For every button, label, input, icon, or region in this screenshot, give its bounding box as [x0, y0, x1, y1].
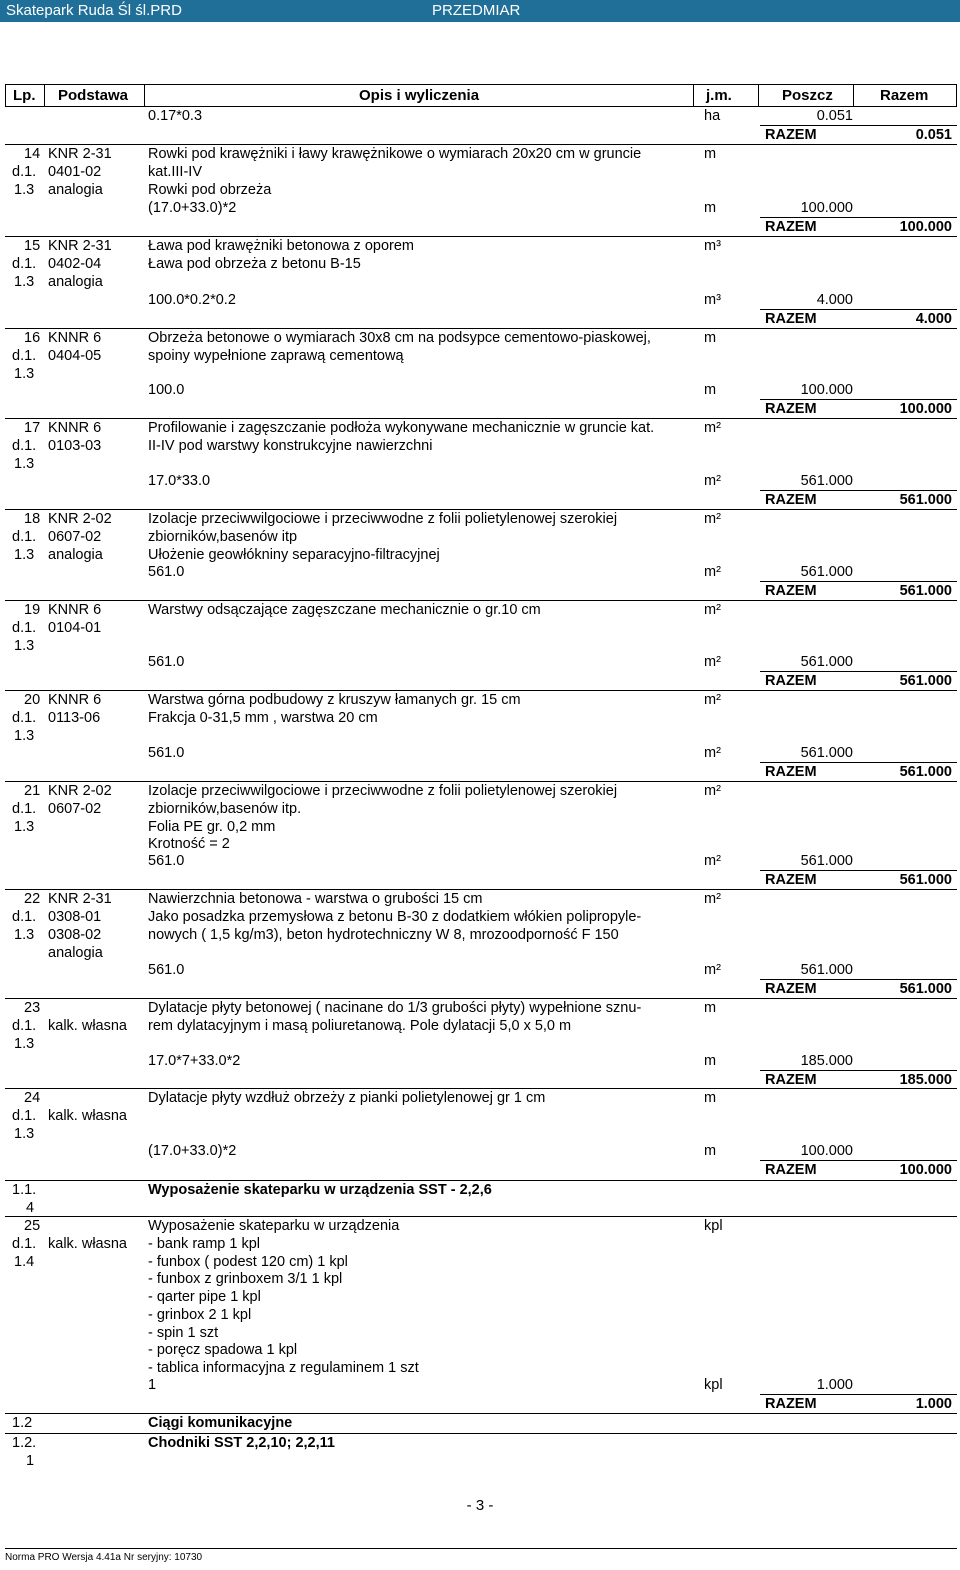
text-line: d.1. — [12, 438, 37, 454]
text-line: analogia — [48, 274, 103, 290]
col-poszcz: Poszcz — [782, 87, 833, 104]
text-line: 1.2 — [12, 1415, 33, 1431]
text-line: d.1. — [12, 256, 37, 272]
text-line: 1 — [26, 1453, 35, 1469]
text-line: 22 — [24, 891, 41, 907]
text-line: d.1. — [12, 1018, 37, 1034]
subtotal-underline — [760, 1070, 957, 1071]
text-line: 1.3 — [14, 1036, 35, 1052]
text-line: 23 — [24, 1000, 41, 1016]
text-line: RAZEM — [765, 981, 817, 997]
text-line: 21 — [24, 783, 41, 799]
text-line: RAZEM — [765, 492, 817, 508]
subtotal-underline — [760, 762, 957, 763]
subtotal-underline — [760, 125, 957, 126]
text-line: 0104-01 — [48, 620, 102, 636]
text-line: Folia PE gr. 0,2 mm — [148, 819, 276, 835]
text-line: 20 — [24, 692, 41, 708]
row-separator — [5, 1413, 957, 1414]
text-line: kpl — [704, 1377, 723, 1393]
text-line: 561.0 — [148, 654, 185, 670]
text-line: m² — [704, 962, 721, 978]
text-line: 561.000 — [800, 853, 853, 869]
text-line: m² — [704, 602, 721, 618]
text-line: II-IV pod warstwy konstrukcyjne nawierzchni — [148, 438, 433, 454]
text-line: 4.000 — [816, 292, 853, 308]
page-number: - 3 - — [466, 1497, 494, 1514]
text-line: kalk. własna — [48, 1018, 127, 1034]
text-line: spoiny wypełnione zaprawą cementową — [148, 348, 404, 364]
row-separator — [5, 1180, 957, 1181]
text-line: 1.3 — [14, 366, 35, 382]
text-line: 561.000 — [899, 492, 952, 508]
text-line: 561.000 — [899, 764, 952, 780]
text-line: - poręcz spadowa 1 kpl — [148, 1342, 298, 1358]
text-line: 0308-02 — [48, 927, 102, 943]
text-line: m — [704, 330, 717, 346]
text-line: 1 — [148, 1377, 157, 1393]
text-line: 100.0*0.2*0.2 — [148, 292, 236, 308]
text-line: Warstwy odsączające zagęszczane mechanicznie o gr.10 cm — [148, 602, 541, 618]
subtotal-underline — [760, 1394, 957, 1395]
column-divider — [44, 84, 45, 107]
text-line: m² — [704, 745, 721, 761]
text-line: m³ — [704, 292, 721, 308]
text-line: KNNR 6 — [48, 692, 102, 708]
text-line: 100.000 — [800, 200, 853, 216]
text-line: m² — [704, 891, 721, 907]
text-line: d.1. — [12, 348, 37, 364]
text-line: 561.000 — [899, 673, 952, 689]
text-line: - funbox z grinboxem 3/1 1 kpl — [148, 1271, 343, 1287]
text-line: m — [704, 1053, 717, 1069]
text-line: 15 — [24, 238, 41, 254]
text-line: 0.051 — [915, 127, 952, 143]
text-line: 1.2. — [12, 1435, 37, 1451]
text-line: Izolacje przeciwwilgociowe i przeciwwodne z folii polietylenowej szerokiej — [148, 783, 618, 799]
text-line: 0308-01 — [48, 909, 102, 925]
row-separator — [5, 509, 957, 510]
column-divider — [693, 84, 694, 107]
text-line: 561.0 — [148, 564, 185, 580]
text-line: 17 — [24, 420, 41, 436]
text-line: 0113-06 — [48, 710, 101, 726]
column-divider — [144, 84, 145, 107]
text-line: 1.1. — [12, 1182, 37, 1198]
text-line: Wyposażenie skateparku w urządzenia SST - 2,2,6 — [148, 1182, 492, 1198]
text-line: Rowki pod krawężniki i ławy krawężnikowe o wymiarach 20x20 cm w gruncie — [148, 146, 642, 162]
text-line: KNR 2-02 — [48, 783, 112, 799]
text-line: RAZEM — [765, 127, 817, 143]
column-header-row — [5, 84, 957, 107]
text-line: RAZEM — [765, 219, 817, 235]
text-line: 19 — [24, 602, 41, 618]
text-line: KNR 2-31 — [48, 238, 112, 254]
text-line: 100.0 — [148, 382, 185, 398]
text-line: 1.3 — [14, 456, 35, 472]
row-separator — [5, 1433, 957, 1434]
text-line: Profilowanie i zagęszczanie podłoża wykonywane mechanicznie w gruncie kat. — [148, 420, 655, 436]
text-line: Frakcja 0-31,5 mm , warstwa 20 cm — [148, 710, 378, 726]
text-line: d.1. — [12, 801, 37, 817]
text-line: m — [704, 146, 717, 162]
text-line: d.1. — [12, 1236, 37, 1252]
text-line: KNNR 6 — [48, 330, 102, 346]
text-line: 1.3 — [14, 638, 35, 654]
text-line: 0607-02 — [48, 529, 102, 545]
text-line: d.1. — [12, 164, 37, 180]
text-line: m — [704, 200, 717, 216]
subtotal-underline — [760, 671, 957, 672]
text-line: 1.000 — [915, 1396, 952, 1412]
text-line: Dylatacje płyty betonowej ( nacinane do 1/3 grubości płyty) wypełnione sznu- — [148, 1000, 642, 1016]
text-line: m² — [704, 692, 721, 708]
text-line: nowych ( 1,5 kg/m3), beton hydrotechniczny W 8, mrozoodporność F 150 — [148, 927, 619, 943]
text-line: 0607-02 — [48, 801, 102, 817]
col-podstawa: Podstawa — [58, 87, 129, 104]
text-line: m² — [704, 511, 721, 527]
row-separator — [5, 236, 957, 237]
text-line: kalk. własna — [48, 1108, 127, 1124]
text-line: 185.000 — [899, 1072, 952, 1088]
text-line: 1.3 — [14, 927, 35, 943]
text-line: (17.0+33.0)*2 — [148, 200, 237, 216]
text-line: 561.000 — [800, 962, 853, 978]
text-line: 14 — [24, 146, 41, 162]
text-line: Ułożenie geowłókniny separacyjno-filtracyjnej — [148, 547, 440, 563]
text-line: 561.000 — [899, 981, 952, 997]
row-separator — [5, 600, 957, 601]
text-line: Ława pod obrzeża z betonu B-15 — [148, 256, 361, 272]
text-line: d.1. — [12, 909, 37, 925]
text-line: RAZEM — [765, 583, 817, 599]
text-line: 1.3 — [14, 182, 35, 198]
text-line: - funbox ( podest 120 cm) 1 kpl — [148, 1254, 348, 1270]
text-line: KNNR 6 — [48, 420, 102, 436]
text-line: m — [704, 1090, 717, 1106]
text-line: m² — [704, 783, 721, 799]
text-line: 0404-05 — [48, 348, 102, 364]
text-line: d.1. — [12, 529, 37, 545]
text-line: - grinbox 2 1 kpl — [148, 1307, 252, 1323]
text-line: kat.III-IV — [148, 164, 202, 180]
subtotal-underline — [760, 1160, 957, 1161]
row-separator — [5, 328, 957, 329]
text-line: 185.000 — [800, 1053, 853, 1069]
row-separator — [5, 998, 957, 999]
text-line: 1.3 — [14, 547, 35, 563]
text-line: 561.000 — [800, 654, 853, 670]
subtotal-underline — [760, 399, 957, 400]
text-line: kpl — [704, 1218, 723, 1234]
subtotal-underline — [760, 309, 957, 310]
text-line: 561.0 — [148, 745, 185, 761]
text-line: 4.000 — [915, 311, 952, 327]
text-line: zbiorników,basenów itp — [148, 529, 298, 545]
text-line: KNR 2-31 — [48, 146, 112, 162]
text-line: 24 — [24, 1090, 41, 1106]
row-separator — [5, 690, 957, 691]
header-document-type: PRZEDMIAR — [432, 2, 521, 19]
text-line: m² — [704, 420, 721, 436]
text-line: RAZEM — [765, 1162, 817, 1178]
footer-software-info: Norma PRO Wersja 4.41a Nr seryjny: 10730 — [5, 1552, 203, 1563]
text-line: analogia — [48, 547, 103, 563]
text-line: RAZEM — [765, 872, 817, 888]
text-line: 561.0 — [148, 962, 185, 978]
text-line: 100.000 — [899, 1162, 952, 1178]
subtotal-underline — [760, 217, 957, 218]
text-line: KNR 2-02 — [48, 511, 112, 527]
row-separator — [5, 1216, 957, 1217]
text-line: 100.000 — [899, 401, 952, 417]
text-line: Rowki pod obrzeża — [148, 182, 272, 198]
text-line: 18 — [24, 511, 41, 527]
text-line: 561.000 — [899, 583, 952, 599]
text-line: 1.4 — [14, 1254, 35, 1270]
text-line: Warstwa górna podbudowy z kruszyw łamanych gr. 15 cm — [148, 692, 521, 708]
text-line: Ława pod krawężniki betonowa z oporem — [148, 238, 414, 254]
text-line: - bank ramp 1 kpl — [148, 1236, 261, 1252]
text-line: 0402-04 — [48, 256, 102, 272]
text-line: KNR 2-31 — [48, 891, 112, 907]
text-line: 17.0*33.0 — [148, 473, 211, 489]
text-line: 1.3 — [14, 819, 35, 835]
col-jm: j.m. — [706, 87, 732, 104]
text-line: Ciągi komunikacyjne — [148, 1415, 293, 1431]
row-separator — [5, 781, 957, 782]
text-line: 561.000 — [800, 745, 853, 761]
col-lp: Lp. — [13, 87, 36, 104]
text-line: 561.0 — [148, 853, 185, 869]
text-line: 1.3 — [14, 1126, 35, 1142]
text-line: Krotność = 2 — [148, 836, 230, 852]
page-header — [0, 0, 960, 22]
text-line: RAZEM — [765, 764, 817, 780]
text-line: 4 — [26, 1200, 35, 1216]
text-line: - qarter pipe 1 kpl — [148, 1289, 261, 1305]
text-line: 100.000 — [800, 1143, 853, 1159]
text-line: 1.000 — [816, 1377, 853, 1393]
text-line: 0103-03 — [48, 438, 102, 454]
text-line: m² — [704, 564, 721, 580]
text-line: m² — [704, 473, 721, 489]
text-line: Wyposażenie skateparku w urządzenia — [148, 1218, 400, 1234]
row-separator — [5, 889, 957, 890]
column-divider — [853, 84, 854, 107]
text-line: Obrzeża betonowe o wymiarach 30x8 cm na podsypce cementowo-piaskowej, — [148, 330, 651, 346]
text-line: RAZEM — [765, 673, 817, 689]
text-line: Dylatacje płyty wzdłuż obrzeży z pianki polietylenowej gr 1 cm — [148, 1090, 546, 1106]
text-line: kalk. własna — [48, 1236, 127, 1252]
text-line: Nawierzchnia betonowa - warstwa o grubości 15 cm — [148, 891, 483, 907]
text-line: 16 — [24, 330, 41, 346]
text-line: 561.000 — [800, 473, 853, 489]
text-line: m³ — [704, 238, 721, 254]
text-line: - tablica informacyjna z regulaminem 1 szt — [148, 1360, 419, 1376]
col-opis: Opis i wyliczenia — [359, 87, 480, 104]
text-line: 100.000 — [899, 219, 952, 235]
text-line: RAZEM — [765, 401, 817, 417]
row-separator — [5, 418, 957, 419]
subtotal-underline — [760, 490, 957, 491]
text-line: 17.0*7+33.0*2 — [148, 1053, 241, 1069]
text-line: m — [704, 1000, 717, 1016]
subtotal-underline — [760, 581, 957, 582]
text-line: (17.0+33.0)*2 — [148, 1143, 237, 1159]
text-line: d.1. — [12, 620, 37, 636]
row-separator — [5, 144, 957, 145]
row-separator — [5, 1088, 957, 1089]
text-line: Izolacje przeciwwilgociowe i przeciwwodne z folii polietylenowej szerokiej — [148, 511, 618, 527]
text-line: d.1. — [12, 1108, 37, 1124]
text-line: Chodniki SST 2,2,10; 2,2,11 — [148, 1435, 335, 1451]
text-line: RAZEM — [765, 311, 817, 327]
footer-divider — [5, 1548, 957, 1549]
text-line: - spin 1 szt — [148, 1325, 219, 1341]
text-line: 1.3 — [14, 728, 35, 744]
col-razem: Razem — [880, 87, 929, 104]
text-line: RAZEM — [765, 1396, 817, 1412]
text-line: KNNR 6 — [48, 602, 102, 618]
text-line: 1.3 — [14, 274, 35, 290]
header-project-title: Skatepark Ruda Śl śl.PRD — [6, 2, 182, 19]
text-line: 0401-02 — [48, 164, 102, 180]
text-line: m² — [704, 654, 721, 670]
column-divider — [758, 84, 759, 107]
text-line: 0.17*0.3 — [148, 108, 203, 124]
text-line: 25 — [24, 1218, 41, 1234]
text-line: Jako posadzka przemysłowa z betonu B-30 z dodatkiem włókien polipropyle- — [148, 909, 642, 925]
text-line: m — [704, 1143, 717, 1159]
text-line: 100.000 — [800, 382, 853, 398]
text-line: RAZEM — [765, 1072, 817, 1088]
subtotal-underline — [760, 870, 957, 871]
text-line: 561.000 — [800, 564, 853, 580]
text-line: analogia — [48, 945, 103, 961]
text-line: zbiorników,basenów itp. — [148, 801, 302, 817]
subtotal-underline — [760, 979, 957, 980]
text-line: rem dylatacyjnym i masą poliuretanową. Pole dylatacji 5,0 x 5,0 m — [148, 1018, 572, 1034]
text-line: d.1. — [12, 710, 37, 726]
text-line: m² — [704, 853, 721, 869]
text-line: 0.051 — [816, 108, 853, 124]
text-line: m — [704, 382, 717, 398]
text-line: ha — [704, 108, 721, 124]
text-line: 561.000 — [899, 872, 952, 888]
text-line: analogia — [48, 182, 103, 198]
